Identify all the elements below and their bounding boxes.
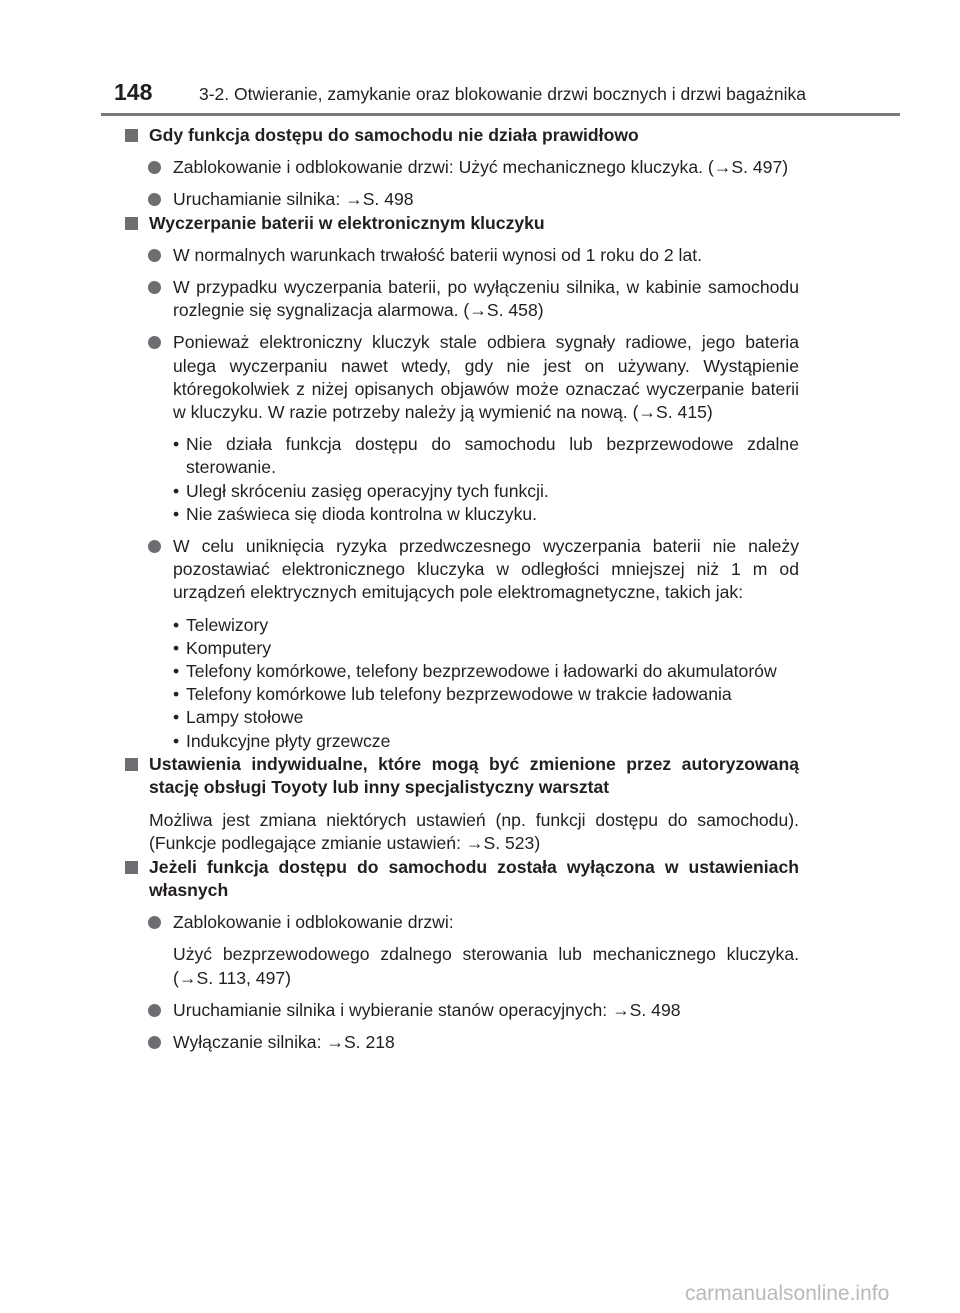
bullet-item: Wyłączanie silnika: →S. 218 <box>123 1031 799 1054</box>
bullet-item: Zablokowanie i odblokowanie drzwi: Użyć mechanicznego kluczyka. (→S. 497) <box>123 156 799 179</box>
bullet-item: Ponieważ elektroniczny kluczyk stale odbiera sygnały radiowe, jego bateria ulega wyczerpaniu nawet wtedy, gdy nie jest on używany. Wystąpienie któregokolwiek z niżej opisanych objawów może oznaczać wyczerpanie baterii w kluczyku. W razie potrzeby należy ją wymienić na nową. (→S. 415) <box>123 331 799 424</box>
square-bullet-icon <box>125 217 138 230</box>
bullet-item: W przypadku wyczerpania baterii, po wyłączeniu silnika, w kabinie samochodu rozlegnie się sygnalizacja alarmowa. (→S. 458) <box>123 276 799 322</box>
watermark: carmanualsonline.info <box>685 1282 890 1305</box>
section-battery-depletion <box>123 212 799 753</box>
circle-bullet-icon <box>148 1036 161 1049</box>
list-item: • Komputery <box>173 637 799 660</box>
section-heading: Ustawienia indywidualne, które mogą być zmienione przez autoryzowaną stację obsługi Toyoty lub inny specjalistyczny warsztat <box>123 753 799 799</box>
bullet-item: Uruchamianie silnika i wybieranie stanów operacyjnych: →S. 498 <box>123 999 799 1022</box>
section-heading: Gdy funkcja dostępu do samochodu nie działa prawidłowo <box>123 124 799 147</box>
section-heading: Jeżeli funkcja dostępu do samochodu została wyłączona w ustawieniach własnych <box>123 856 799 902</box>
list-item: • Uległ skróceniu zasięg operacyjny tych funkcji. <box>173 480 799 503</box>
header-divider <box>101 113 900 116</box>
list-item: • Telewizory <box>173 614 799 637</box>
square-bullet-icon <box>125 758 138 771</box>
square-bullet-icon <box>125 861 138 874</box>
page-number: 148 <box>114 79 153 105</box>
page-header <box>0 0 960 117</box>
circle-bullet-icon <box>148 281 161 294</box>
section-paragraph: Możliwa jest zmiana niektórych ustawień (np. funkcji dostępu do samochodu). (Funkcje podlegające zmianie ustawień: →S. 523) <box>149 810 799 854</box>
section-access-disabled <box>123 856 799 1054</box>
section-access-malfunction <box>123 124 799 212</box>
section-custom-settings <box>123 753 799 856</box>
bullet-item: W celu uniknięcia ryzyka przedwczesnego wyczerpania baterii nie należy pozostawiać elektronicznego kluczyka w odległości mniejszej niż 1 m od urządzeń elektrycznych emitujących pole elektromagnetyczne, takich jak: <box>123 535 799 605</box>
bullet-item: W normalnych warunkach trwałość baterii wynosi od 1 roku do 2 lat. <box>123 244 799 267</box>
circle-bullet-icon <box>148 336 161 349</box>
circle-bullet-icon <box>148 540 161 553</box>
list-item: • Telefony komórkowe lub telefony bezprzewodowe w trakcie ładowania <box>173 683 799 706</box>
chapter-title: 3-2. Otwieranie, zamykanie oraz blokowanie drzwi bocznych i drzwi bagażnika <box>199 84 806 104</box>
circle-bullet-icon <box>148 916 161 929</box>
circle-bullet-icon <box>148 193 161 206</box>
bullet-continuation: Użyć bezprzewodowego zdalnego sterowania lub mechanicznego kluczyka. (→S. 113, 497) <box>173 944 799 988</box>
circle-bullet-icon <box>148 249 161 262</box>
device-list <box>173 614 799 753</box>
square-bullet-icon <box>125 129 138 142</box>
symptom-list <box>173 433 799 526</box>
circle-bullet-icon <box>148 1004 161 1017</box>
page-content <box>123 124 799 1054</box>
list-item: • Indukcyjne płyty grzewcze <box>173 730 799 753</box>
bullet-item: Zablokowanie i odblokowanie drzwi: <box>123 911 799 934</box>
section-heading: Wyczerpanie baterii w elektronicznym kluczyku <box>123 212 799 235</box>
list-item: • Nie działa funkcja dostępu do samochodu lub bezprzewodowe zdalne sterowanie. <box>173 433 799 479</box>
bullet-item: Uruchamianie silnika: →S. 498 <box>123 188 799 211</box>
list-item: • Lampy stołowe <box>173 706 799 729</box>
circle-bullet-icon <box>148 161 161 174</box>
list-item: • Nie zaświeca się dioda kontrolna w kluczyku. <box>173 503 799 526</box>
list-item: • Telefony komórkowe, telefony bezprzewodowe i ładowarki do akumulatorów <box>173 660 799 683</box>
